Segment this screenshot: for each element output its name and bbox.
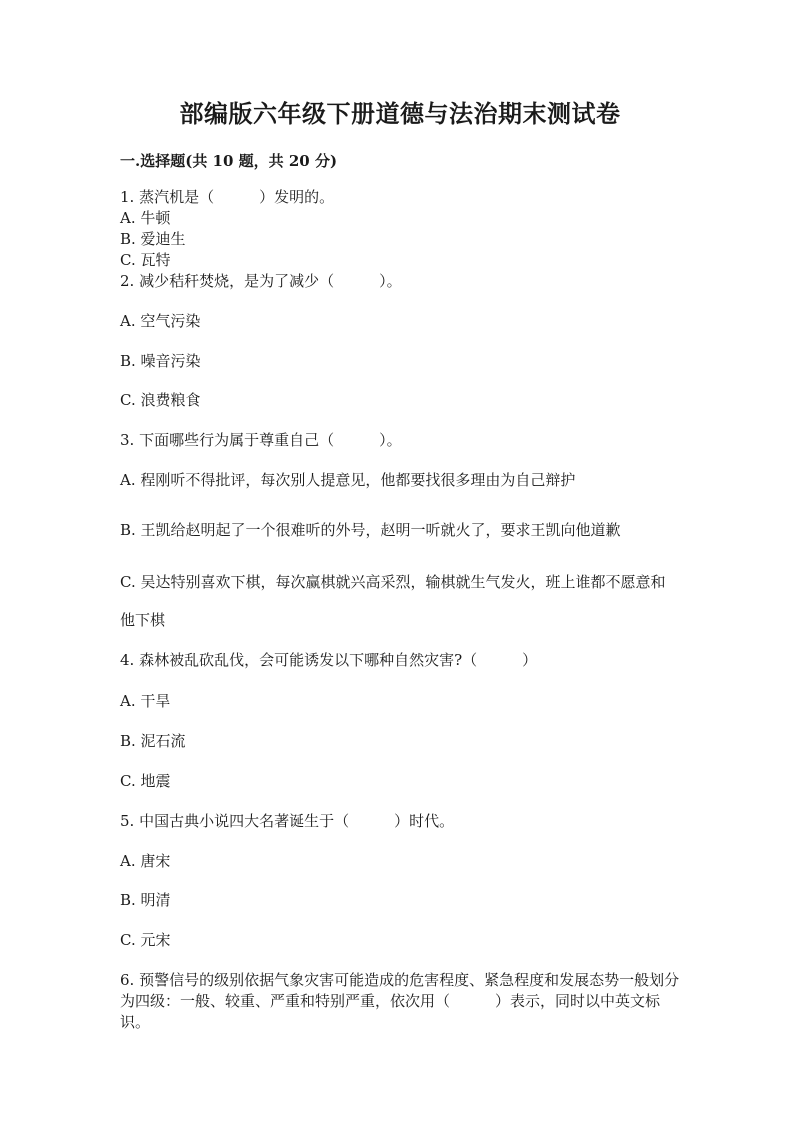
question-4-option-b: B. 泥石流 (120, 732, 186, 750)
question-4-stem: 4. 森林被乱砍乱伐，会可能诱发以下哪种自然灾害?（ ） (120, 651, 538, 669)
question-2-stem: 2. 减少秸秆焚烧，是为了减少（ ）。 (120, 272, 402, 290)
question-4-option-a: A. 干旱 (120, 692, 171, 710)
question-5-option-c: C. 元宋 (120, 931, 171, 949)
question-5-stem: 5. 中国古典小说四大名著诞生于（ ）时代。 (120, 812, 455, 830)
question-4-option-c: C. 地震 (120, 772, 171, 790)
question-6-stem: 6. 预警信号的级别依据气象灾害可能造成的危害程度、紧急程度和发展态势一般划分为四级：一般、较重、严重和特别严重，依次用（ ）表示，同时以中英文标识。 (120, 971, 680, 1031)
page-title: 部编版六年级下册道德与法治期末测试卷 (179, 99, 621, 128)
question-1-stem: 1. 蒸汽机是（ ）发明的。 (120, 188, 335, 206)
question-2-option-c: C. 浪费粮食 (120, 391, 201, 409)
question-2-option-b: B. 噪音污染 (120, 352, 201, 370)
question-3-option-c: C. 吴达特别喜欢下棋，每次赢棋就兴高采烈，输棋就生气发火，班上谁都不愿意和他下棋 (120, 573, 666, 629)
question-5-option-b: B. 明清 (120, 891, 171, 909)
section-heading: 一.选择题(共 10 题，共 20 分) (120, 152, 338, 170)
question-3-option-b: B. 王凯给赵明起了一个很难听的外号，赵明一听就火了，要求王凯向他道歉 (120, 521, 621, 539)
question-2-option-a: A. 空气污染 (120, 312, 201, 330)
question-5-option-a: A. 唐宋 (120, 852, 171, 870)
question-1-option-c: C. 瓦特 (120, 251, 171, 269)
question-1-option-b: B. 爱迪生 (120, 230, 186, 248)
question-3-option-a: A. 程刚听不得批评，每次别人提意见，他都要找很多理由为自己辩护 (120, 471, 576, 489)
question-1-option-a: A. 牛顿 (120, 209, 171, 227)
question-3-stem: 3. 下面哪些行为属于尊重自己（ ）。 (120, 431, 402, 449)
